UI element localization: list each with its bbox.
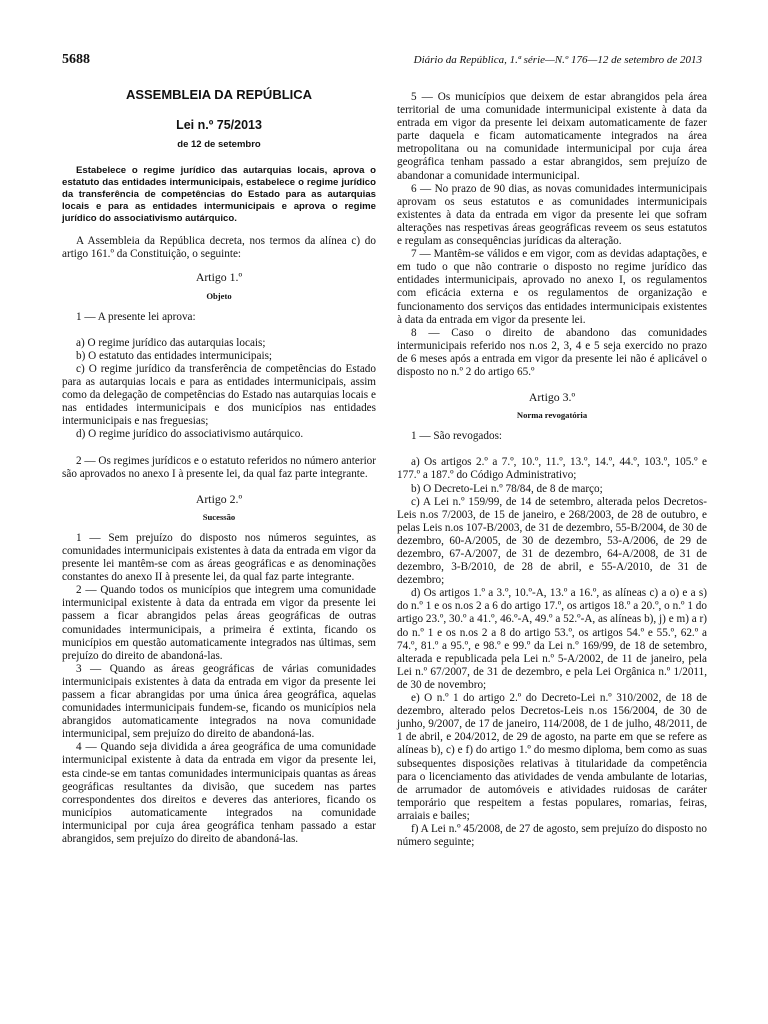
paragraph: a) O regime jurídico das autarquias locais;: [76, 336, 266, 349]
paragraph: a) Os artigos 2.º a 7.º, 10.º, 11.º, 13.º, 14.º, 44.º, 103.º, 105.º e 177.º a 187.º do Código Administrativo;: [397, 456, 707, 482]
paragraph: 4 — Quando seja dividida a área geográfica de uma comunidade intermunicipal existente à data da entrada em vigor da presente lei, esta cinde-se em tantas comunidades intermunicipais quantas as áreas geográficas resultantes da divisão, que sucedem nas partes correspondentes dos direitos e deveres das anteriores, ficando os municípios automaticamente integrados na comunidade intermunicipal por cuja área geográfica tenham passado a estar abrangidos, sem prejuízo do direito de abandoná-las.: [62, 741, 376, 846]
article-1-epigraph: Objeto: [206, 290, 232, 301]
paragraph: 1 — São revogados:: [411, 430, 503, 443]
paragraph: e) O n.º 1 do artigo 2.º do Decreto-Lei n.º 310/2002, de 18 de dezembro, alterado pelos Decretos-Leis n.os 156/2004, de 30 de junho, 9/2007, de 17 de janeiro, 114/2008, de 1 de julho, 48/2011, de 1 de abril, e 204/2012, de 29 de agosto, na parte em que se refere as alíneas b), c) e f) do artigo 1.º do mesmo diploma, bem como as suas subsequentes disposições relativas à titularidade da competência para o licenciamento das atividades de venda ambulante de lotarias, de arrumador de automóveis e atividades ruidosas de caráter temporário que respeitem a festas populares, romarias, feiras, arraiais e bailes;: [397, 692, 707, 822]
paragraph: 6 — No prazo de 90 dias, as novas comunidades intermunicipais aprovam os seus estatutos e as comunidades intermunicipais existentes à data da entrada em vigor da presente lei que sofram alterações nas respetivas áreas geográficas reveem os seus estatutos e regulam as consequências jurídicas da alteração.: [397, 182, 707, 248]
paragraph: d) Os artigos 1.º a 3.º, 10.º-A, 13.º a 16.º, as alíneas c) a o) e a s) do n.º 1 e os n.os 2 a 6 do artigo 17.º, os artigos 18.º a 20.º, o n.º 1 do artigo 23.º, 30.º a 41.º, 46.º-A, 49.º a 52.º-A, as alíneas b), j) e m) a r) do n.º 1 e os n.os 2 a 8 do artigo 53.º, os artigos 54.º e 55.º, 62.º a 74.º, 81.º a 95.º, e 98.º e 99.º da Lei n.º 169/99, de 18 de setembro, alterada e republicada pela Lei n.º 5-A/2002, de 11 de janeiro, pela Lei n.º 67/2007, de 31 de dezembro, e pela Lei Orgânica n.º 1/2011, de 30 de novembro;: [397, 587, 707, 691]
article-1-title: Artigo 1.º: [195, 270, 243, 285]
paragraph: b) O Decreto-Lei n.º 78/84, de 8 de março;: [411, 482, 603, 495]
law-summary: Estabelece o regime jurídico das autarquias locais, aprova o estatuto das entidades intermunicipais, estabelece o regime jurídico da transferência de competências do Estado para as autarquias locais e para as entidades intermunicipais e aprova o regime jurídico do associativismo autárquico.: [62, 165, 376, 225]
paragraph: 3 — Quando as áreas geográficas de várias comunidades intermunicipais existentes à data da entrada em vigor da presente lei passem a ficar abrangidas por uma única área geográfica, aquelas comunidades intermunicipais fundem-se, ficando os municípios nela abrangidos automaticamente integrados na nova comunidade intermunicipal, sem prejuízo do direito de abandoná-las.: [62, 662, 376, 741]
paragraph: c) A Lei n.º 159/99, de 14 de setembro, alterada pelos Decretos-Leis n.os 7/2003, de 15 de janeiro, e 268/2003, de 28 de outubro, e pelas Leis n.os 107-B/2003, de 31 de dezembro, 55-B/2004, de 30 de dezembro, 60-A/2005, de 30 de dezembro, 53-A/2006, de 29 de dezembro, 67-A/2007, de 31 de dezembro, 64-A/2008, de 31 de dezembro, 3-B/2010, de 28 de abril, e 55-A/2010, de 31 de dezembro;: [397, 495, 707, 587]
right-column: [397, 91, 707, 849]
paragraph: 2 — Os regimes jurídicos e o estatuto referidos no número anterior são aprovados no anexo I à presente lei, da qual faz parte integrante.: [62, 454, 376, 480]
paragraph: c) O regime jurídico da transferência de competências do Estado para as autarquias locais e para as entidades intermunicipais, assim como da delegação de competências do Estado nas autarquias locais e nas entidades intermunicipais e dos municípios nas entidades intermunicipais e nas freguesias;: [62, 362, 376, 428]
page-header: [62, 52, 702, 72]
paragraph: 7 — Mantêm-se válidos e em vigor, com as devidas adaptações, e em tudo o que não contrarie o disposto no regime jurídico das entidades intermunicipais, aprovado no anexo I, os regulamentos com eficácia externa e os regulamentos de organização e funcionamento dos serviços das entidades intermunicipais existentes à data da entrada em vigor da presente lei.: [397, 248, 707, 326]
article-3-epigraph: Norma revogatória: [516, 410, 588, 421]
left-column: [62, 86, 376, 846]
page-number: 5688: [62, 52, 90, 67]
article-3-title: Artigo 3.º: [528, 390, 576, 405]
paragraph: 1 — Sem prejuízo do disposto nos números seguintes, as comunidades intermunicipais existentes à data da entrada em vigor da presente lei mantêm-se com as áreas geográficas e as denominações constantes do anexo II à presente lei, da qual faz parte integrante.: [62, 531, 376, 584]
law-date: de 12 de setembro: [177, 139, 261, 151]
article-2-title: Artigo 2.º: [195, 491, 243, 506]
paragraph: 5 — Os municípios que deixem de estar abrangidos pela área territorial de uma comunidade intermunicipal existente à data da entrada em vigor da presente lei deixam automaticamente de fazer parte daquela e ficam automaticamente integrados na área metropolitana ou na comunidade intermunicipal por cuja área geográfica tenham passado a estar abrangidos, sem prejuízo de abandonar a comunidade intermunicipal.: [397, 91, 707, 182]
paragraph: 1 — A presente lei aprova:: [76, 310, 196, 323]
law-title: Lei n.º 75/2013: [176, 118, 262, 133]
running-title: Diário da República, 1.ª série—N.º 176—12 de setembro de 2013: [413, 54, 702, 66]
paragraph: 2 — Quando todos os municípios que integrem uma comunidade intermunicipal existente à data da entrada em vigor da presente lei passem a ficar abrangidos pelas áreas geográficas de outras comunidades intermunicipais, a primeira é extinta, ficando os municípios em questão automaticamente integrados nas últimas, sem prejuízo do direito de abandoná-las.: [62, 584, 376, 662]
paragraph: d) O regime jurídico do associativismo autárquico.: [76, 428, 304, 441]
paragraph: f) A Lei n.º 45/2008, de 27 de agosto, sem prejuízo do disposto no número seguinte;: [397, 822, 707, 849]
paragraph: 8 — Caso o direito de abandono das comunidades intermunicipais referido nos n.os 2, 3, 4 e 5 seja exercido no prazo de 6 meses após a entrada em vigor da presente lei não é aplicável o disposto no n.º 2 do artigo 65.º: [397, 326, 707, 378]
paragraph: b) O estatuto das entidades intermunicipais;: [76, 349, 273, 362]
preamble: A Assembleia da República decreta, nos termos da alínea c) do artigo 161.º da Constituição, o seguinte:: [62, 235, 376, 261]
article-2-epigraph: Sucessão: [202, 511, 236, 522]
assembly-heading: ASSEMBLEIA DA REPÚBLICA: [125, 87, 313, 102]
